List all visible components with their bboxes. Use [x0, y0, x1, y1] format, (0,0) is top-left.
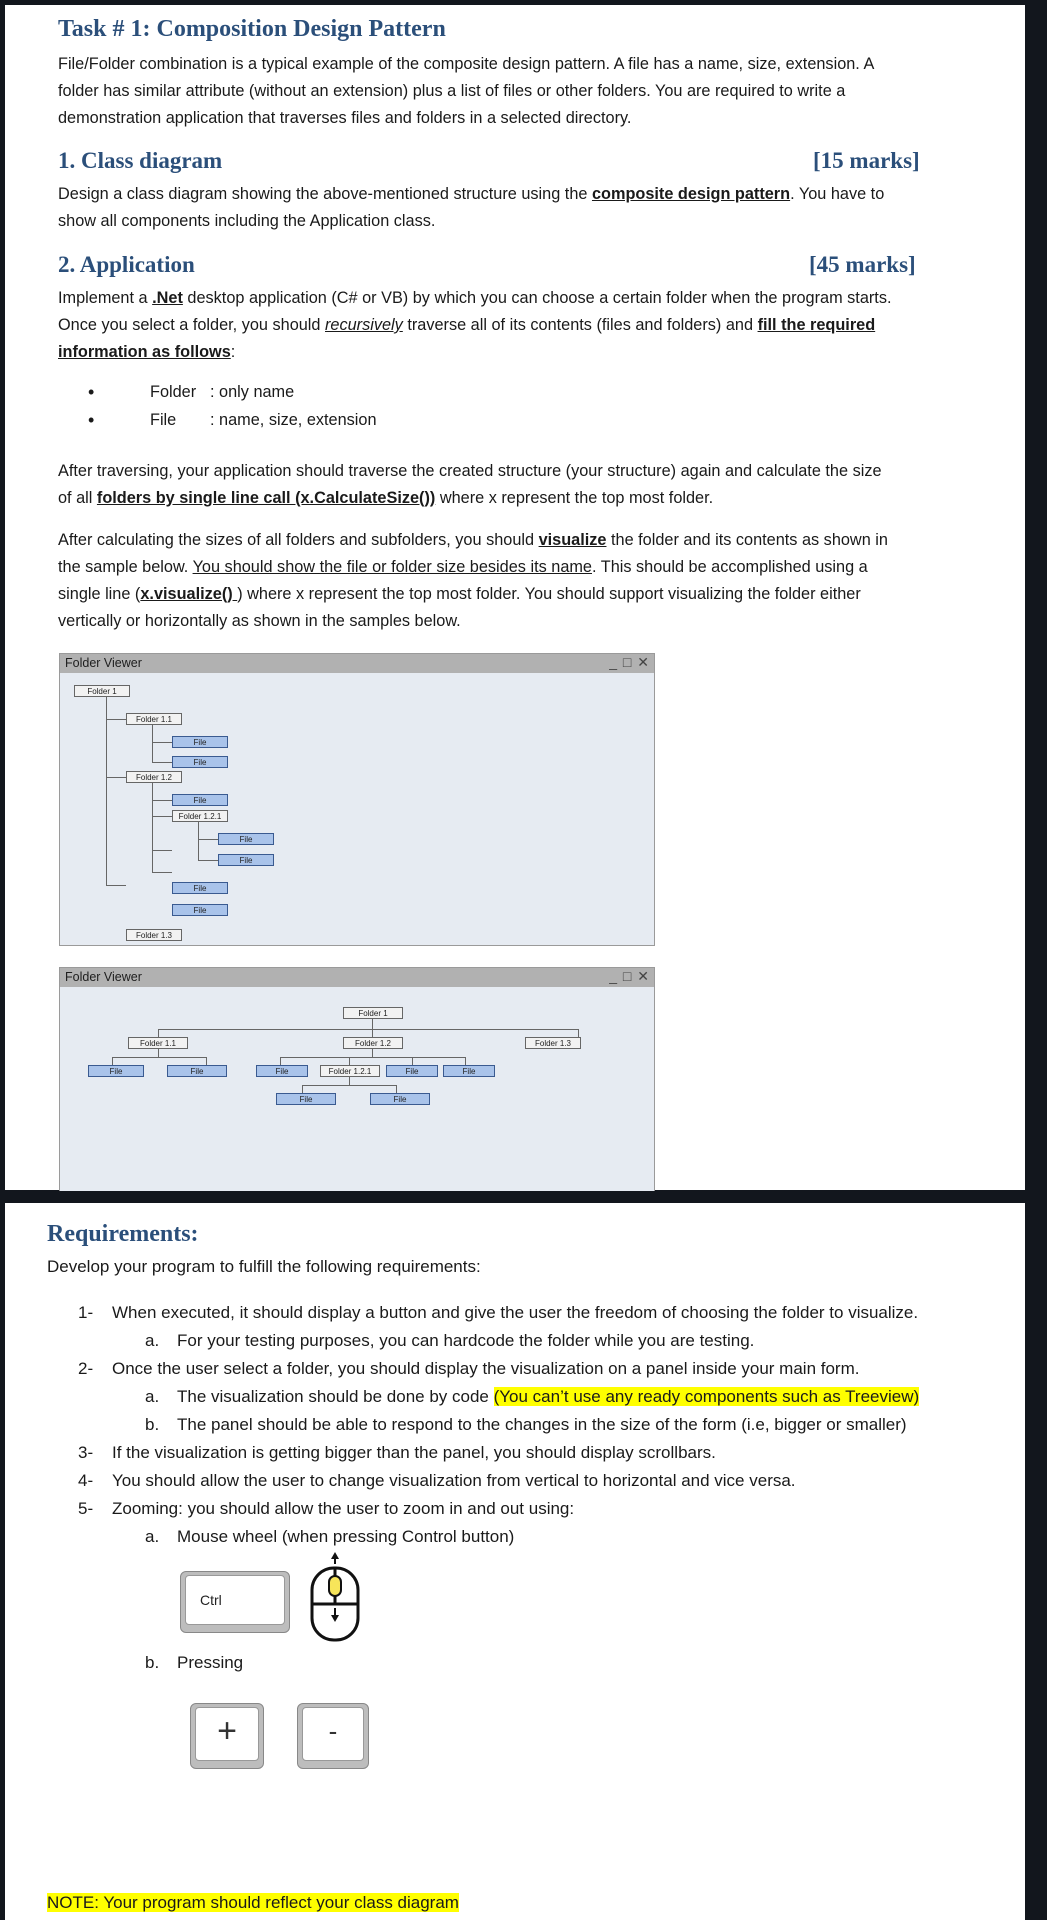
dotnet-emphasis: .Net: [152, 289, 183, 307]
file-node: File: [370, 1093, 430, 1105]
intro-line: demonstration application that traverses files and folders in a selected directory.: [58, 109, 632, 127]
visualize-emphasis: visualize: [538, 531, 607, 549]
tree-line: [152, 762, 172, 763]
highlighted-note: NOTE: Your program should reflect your class diagram: [47, 1893, 459, 1912]
tree-line: [152, 742, 172, 743]
list-item: [88, 411, 488, 439]
bullet-name: Folder: [150, 383, 197, 401]
req-text: If the visualization is getting bigger than the panel, you should display scrollbars.: [112, 1443, 716, 1462]
document-page-1: [5, 5, 1025, 1190]
calculate-size-paragraph: [58, 458, 1018, 512]
req-number: 3-: [78, 1443, 94, 1462]
requirements-intro: Develop your program to fulfill the following requirements:: [47, 1257, 481, 1276]
req-text: Pressing: [177, 1653, 244, 1672]
text: The visualization should be done by code: [177, 1387, 494, 1406]
folder-node: Folder 1.2: [126, 771, 182, 783]
attribute-list: [88, 383, 488, 439]
window-title: Folder Viewer: [65, 656, 142, 670]
file-node: File: [172, 756, 228, 768]
tree-line: [302, 1085, 396, 1086]
folder-node: Folder 1.1: [126, 713, 182, 725]
file-node: File: [218, 833, 274, 845]
file-node: File: [443, 1065, 495, 1077]
text: . You have to: [790, 185, 885, 203]
file-node: File: [88, 1065, 144, 1077]
section-1-paragraph: [58, 181, 1008, 235]
window-title: Folder Viewer: [65, 970, 142, 984]
req-text: Zooming: you should allow the user to zoom in and out using:: [112, 1499, 575, 1518]
tree-line: [158, 1049, 159, 1057]
ctrl-key-label: Ctrl: [200, 1592, 222, 1608]
req-text: [177, 1387, 919, 1407]
bullet-desc: : only name: [210, 383, 295, 401]
folder-node: Folder 1.2.1: [172, 810, 228, 822]
folder-node: Folder 1.2.1: [320, 1065, 380, 1077]
text: Implement a: [58, 289, 153, 307]
calculate-size-emphasis: folders by single line call (x.CalculateSize()): [96, 489, 436, 507]
file-node: File: [172, 882, 228, 894]
tree-line: [280, 1057, 465, 1058]
tree-line: [106, 777, 126, 778]
highlighted-text: (You can’t use any ready components such as Treeview): [493, 1387, 920, 1406]
bullet-desc: : name, size, extension: [210, 411, 377, 429]
text: desktop application (C# or VB) by which you can choose a certain folder when the program starts.: [182, 289, 892, 307]
file-node: File: [172, 736, 228, 748]
tree-line: [198, 839, 218, 840]
text: :: [230, 343, 236, 361]
req-number: 2-: [78, 1359, 94, 1378]
information-emphasis: information as follows: [58, 343, 231, 361]
window-controls-icon: _ □ ✕: [609, 968, 650, 984]
horizontal-folder-viewer-sample: [59, 967, 655, 1191]
text: . This should be accomplished using a: [592, 558, 868, 576]
tree-line: [152, 725, 153, 763]
tree-line: [152, 872, 172, 873]
intro-line: File/Folder combination is a typical example of the composite design pattern. A file has a name, size, extension. A: [58, 55, 875, 73]
req-number: 1-: [78, 1303, 94, 1322]
req-number: a.: [145, 1527, 160, 1546]
text: the sample below.: [58, 558, 193, 576]
folder-node: Folder 1.3: [525, 1037, 581, 1049]
file-node: File: [386, 1065, 438, 1077]
req-text: You should allow the user to change visualization from vertical to horizontal and vice versa.: [112, 1471, 796, 1490]
text: where x represent the top most folder.: [435, 489, 714, 507]
req-number: a.: [145, 1331, 160, 1350]
tree-line: [152, 800, 172, 801]
text: After calculating the sizes of all folders and subfolders, you should: [58, 531, 539, 549]
tree-line: [158, 1029, 159, 1037]
section-1-heading: 1. Class diagram: [58, 148, 223, 173]
folder-node: Folder 1.3: [126, 929, 182, 941]
folder-node: Folder 1.1: [128, 1037, 188, 1049]
tree-line: [372, 1049, 373, 1057]
minus-key-icon: [297, 1703, 369, 1769]
mouse-wheel-icon: [305, 1550, 365, 1643]
visualize-call-emphasis: x.visualize(): [140, 585, 238, 603]
file-node: File: [172, 904, 228, 916]
req-text: The panel should be able to respond to the changes in the size of the form (i.e, bigger or smaller): [177, 1415, 907, 1434]
section-2-marks: [45 marks]: [809, 252, 916, 277]
tree-line: [112, 1057, 113, 1065]
req-number: 4-: [78, 1471, 94, 1490]
tree-line: [106, 885, 126, 886]
bullet-name: File: [150, 411, 177, 429]
file-node: File: [276, 1093, 336, 1105]
intro-line: folder has similar attribute (without an extension) plus a list of files or other folders. You are required to write a: [58, 82, 846, 100]
tree-line: [396, 1085, 397, 1093]
req-number: a.: [145, 1387, 160, 1406]
window-controls-icon: _ □ ✕: [609, 654, 650, 670]
req-text: Once the user select a folder, you should display the visualization on a panel inside your main form.: [112, 1359, 860, 1378]
tree-line: [349, 1057, 350, 1065]
tree-line: [158, 1029, 578, 1030]
requirements-heading: Requirements:: [47, 1221, 199, 1247]
tree-line: [152, 783, 153, 873]
folder-node: Folder 1.2: [343, 1037, 403, 1049]
folder-node: Folder 1: [343, 1007, 403, 1019]
tree-line: [578, 1029, 579, 1037]
section-2-heading: 2. Application: [58, 252, 195, 277]
req-number: b.: [145, 1653, 160, 1672]
document-page-2: [5, 1203, 1025, 1920]
text: After traversing, your application should traverse the created structure (your structure) again and calculate the size: [58, 462, 882, 480]
visualize-paragraph: [58, 527, 1018, 635]
text: show all components including the Application class.: [58, 212, 436, 230]
text: of all: [58, 489, 97, 507]
file-node: File: [256, 1065, 308, 1077]
tree-line: [372, 1029, 373, 1037]
intro-paragraph: [58, 51, 1008, 132]
tree-line: [198, 822, 199, 860]
vertical-folder-viewer-sample: [59, 653, 655, 946]
tree-line: [106, 691, 107, 885]
show-size-emphasis: You should show the file or folder size besides its name: [192, 558, 592, 576]
list-item: [88, 383, 488, 411]
tree-line: [152, 816, 172, 817]
recursively-emphasis: recursively: [325, 316, 403, 334]
window-titlebar: [60, 968, 654, 987]
plus-key-icon: [190, 1703, 264, 1769]
req-number: b.: [145, 1415, 160, 1434]
note: [47, 1893, 459, 1913]
text: Once you select a folder, you should: [58, 316, 325, 334]
text: ) where x represent the top most folder. You should support visualizing the folder either: [237, 585, 861, 603]
section-2-paragraph: [58, 285, 1018, 366]
tree-line: [152, 850, 172, 851]
text: Design a class diagram showing the above-mentioned structure using the: [58, 185, 592, 203]
req-text: For your testing purposes, you can hardcode the folder while you are testing.: [177, 1331, 755, 1350]
section-1-marks: [15 marks]: [813, 148, 920, 173]
tree-line: [198, 860, 218, 861]
minus-key-label: -: [328, 1716, 338, 1746]
text: vertically or horizontally as shown in the samples below.: [58, 612, 461, 630]
req-text: Mouse wheel (when pressing Control button): [177, 1527, 515, 1546]
ctrl-key-icon: [180, 1571, 290, 1633]
tree-line: [280, 1057, 281, 1065]
fill-required-emphasis: fill the required: [757, 316, 876, 334]
text: single line (: [58, 585, 141, 603]
tree-line: [106, 719, 126, 720]
bullet: •: [88, 410, 95, 430]
composite-pattern-emphasis: composite design pattern: [591, 185, 791, 203]
file-node: File: [218, 854, 274, 866]
text: the folder and its contents as shown in: [606, 531, 888, 549]
tree-line: [465, 1057, 466, 1065]
file-node: File: [167, 1065, 227, 1077]
bullet: •: [88, 382, 95, 402]
req-text: When executed, it should display a button and give the user the freedom of choosing the folder to visualize.: [112, 1303, 919, 1322]
folder-node: Folder 1: [74, 685, 130, 697]
tree-line: [112, 1057, 206, 1058]
tree-line: [412, 1057, 413, 1065]
file-node: File: [172, 794, 228, 806]
plus-key-label: +: [217, 1712, 237, 1750]
tree-line: [206, 1057, 207, 1065]
text: traverse all of its contents (files and folders) and: [402, 316, 758, 334]
req-number: 5-: [78, 1499, 94, 1518]
tree-line: [302, 1085, 303, 1093]
window-titlebar: [60, 654, 654, 673]
task-title: Task # 1: Composition Design Pattern: [58, 16, 446, 42]
